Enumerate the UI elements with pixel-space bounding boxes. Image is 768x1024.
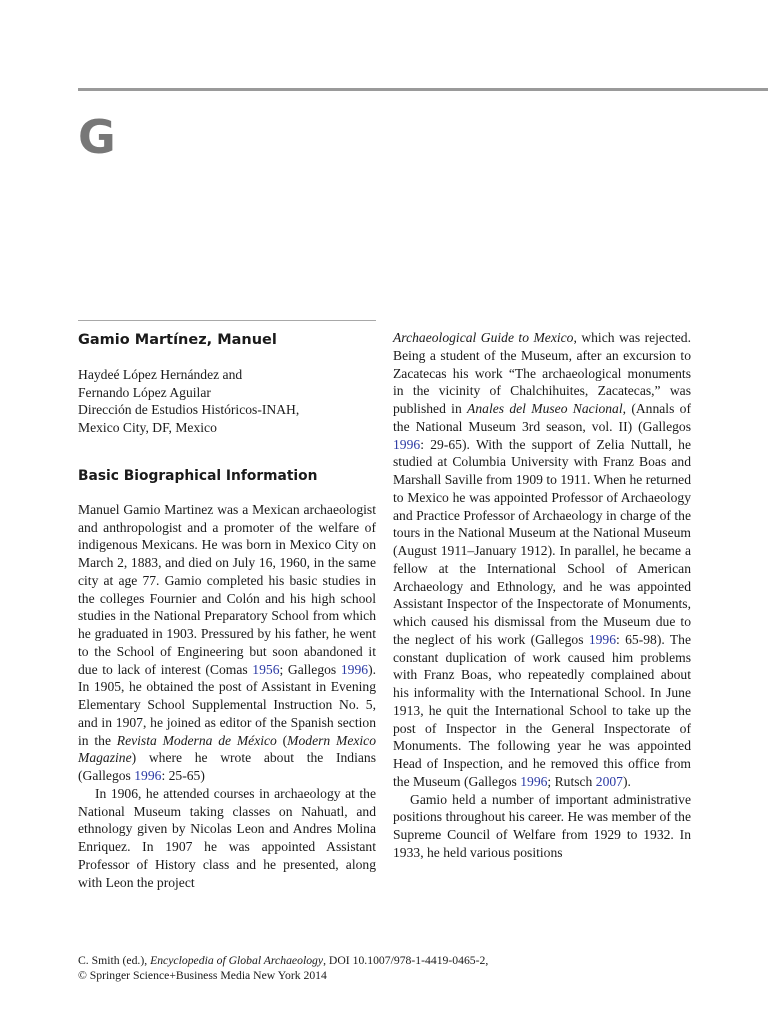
citation-link[interactable]: 1996 [340, 661, 369, 677]
left-column [78, 320, 376, 891]
section-letter: G [78, 110, 116, 164]
page-footer [78, 953, 488, 983]
body-paragraph: In 1906, he attended courses in archaeology at the National Museum taking classes on Nahuatl, and ethnology given by Nicolas Leon and Andres Molina Enriquez. In 1907 he was appointed Assistant Professor of History class and he presented, along with Leon the project [78, 785, 376, 890]
body-paragraph: Archaeological Guide to Mexico, which was rejected. Being a student of the Museum, after an excursion to Zacatecas his work “The archaeological monuments in the vicinity of Chalchihuites, Zacatecas,” was published in Anales del Museo Nacional, (Annals of the National Museum 3rd season, vol. II) (Gallegos 1996: 29-65). With the support of Zelia Nuttall, he studied at Columbia University with Franz Boas and Marshall Saville from 1909 to 1911. When he returned to Mexico he was appointed Professor of Archaeology and Practice Professor of Archaeology in charge of the tours in the National Museum at the National Museum (August 1911–January 1912). In parallel, he became a fellow at the International School of American Archaeology and Ethnology, and he was appointed Assistant Inspector of the Inspectorate of Monuments, which caused his dismissal from the Museum due to the neglect of his work (Gallegos 1996: 65-98). The constant duplication of work caused him problems with Franz Boas, who repeatedly complained about his informality with the International School. In June 1913, he quit the International School to take up the post of Inspector in the General Inspectorate of Monuments. The following year he was appointed Head of Inspection, and he removed this office from the Museum (Gallegos 1996; Rutsch 2007). [393, 330, 692, 789]
affiliation-line: Mexico City, DF, Mexico [78, 420, 217, 436]
citation-link[interactable]: 1996 [134, 768, 162, 784]
body-paragraph: Manuel Gamio Martinez was a Mexican archaeologist and anthropologist and a promoter of the welfare of indigenous Mexicans. He was born in Mexico City on March 2, 1883, and died on July 16, 1960, in the same city at age 77. Gamio completed his basic studies in the colleges Fournier and Colón and his high school studies in the National Preparatory School from which he graduated in 1903. Pressured by his father, he went to the School of Engineering but soon abandoned it due to lack of interest (Comas 1956; Gallegos 1996). In 1905, he obtained the post of Assistant in Evening Elementary School Supplemental Instruction No. 5, and in 1907, he joined as editor of the Spanish section in the Revista Moderna de México (Modern Mexico Magazine) where he wrote about the Indians (Gallegos 1996: 25-65) [78, 501, 377, 784]
citation-link[interactable]: 1956 [252, 661, 280, 677]
affiliation-line: Dirección de Estudios Históricos-INAH, [78, 402, 300, 418]
citation-line: C. Smith (ed.), Encyclopedia of Global Archaeology, DOI 10.1007/978-1-4419-0465-2, [78, 954, 489, 967]
citation-link[interactable]: 1996 [588, 631, 617, 647]
section-heading: Basic Biographical Information [78, 467, 318, 484]
entry-title: Gamio Martínez, Manuel [78, 332, 277, 348]
author-line: Fernando López Aguilar [78, 384, 211, 400]
citation-link[interactable]: 1996 [520, 773, 548, 789]
right-column [393, 329, 691, 862]
citation-link[interactable]: 2007 [595, 773, 623, 789]
header-rule [78, 88, 768, 91]
entry-rule [78, 320, 376, 321]
author-affiliation [78, 366, 376, 437]
citation-link[interactable]: 1996 [393, 436, 421, 452]
copyright-line: © Springer Science+Business Media New York 2014 [78, 969, 327, 982]
body-paragraph: Gamio held a number of important administrative positions throughout his career. He was member of the Supreme Council of Welfare from 1929 to 1932. In 1933, he held various positions [393, 791, 691, 860]
author-line: Haydeé López Hernández and [78, 367, 243, 382]
